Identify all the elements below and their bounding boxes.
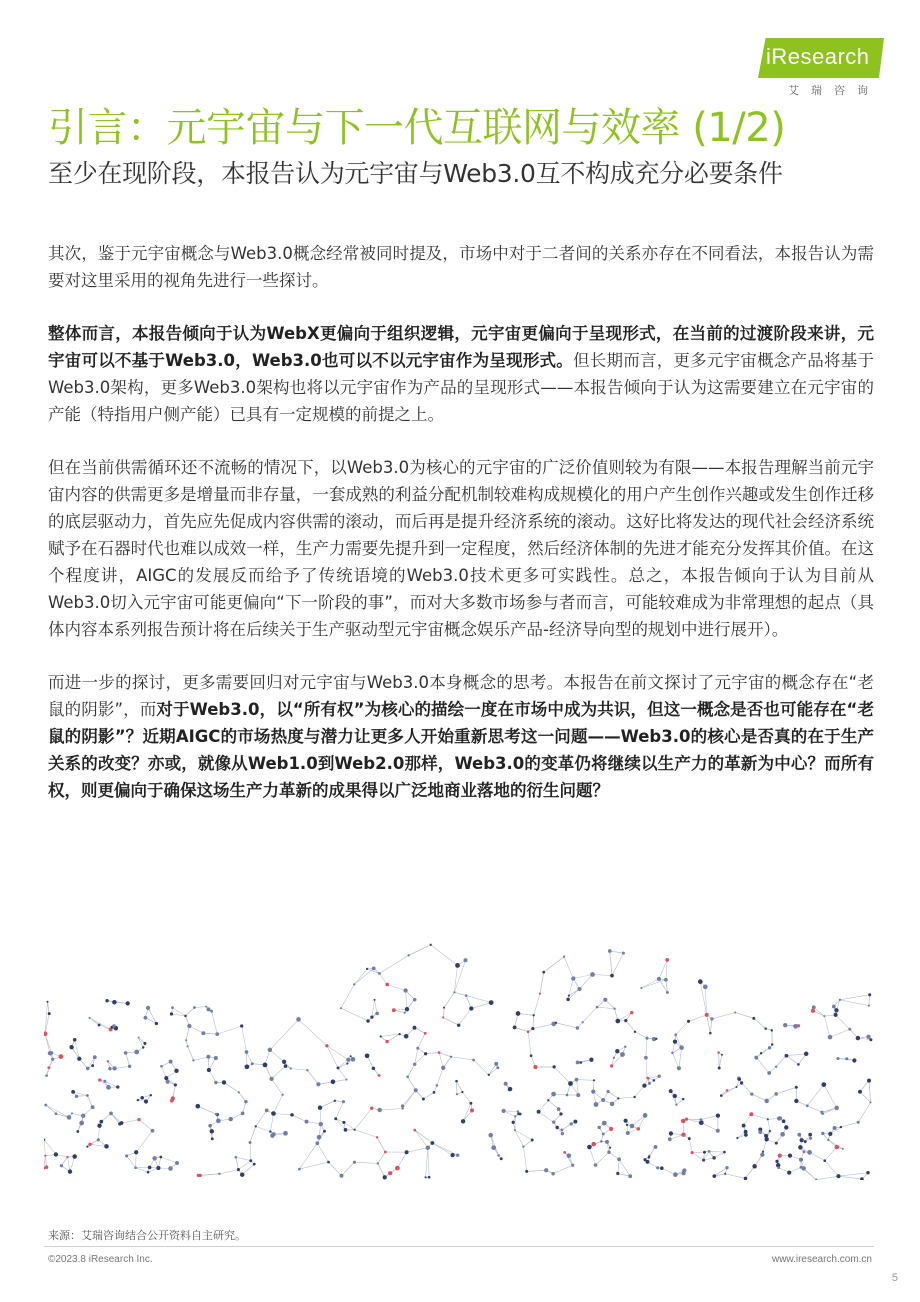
page-number: 5	[891, 1272, 898, 1284]
paragraph-4-bold: 对于Web3.0，以“所有权”为核心的描绘一度在市场中成为共识，但这一概念是否也可能存在“老鼠的阴影”？近期AIGC的市场热度与潜力让更多人开始重新思考这一问题——Web3.0的核心是否真的在于生产关系的改变？亦或，就像从Web1.0到Web2.0那样，Web3.0的变革仍将继续以生产力的革新为中心？而所有权，则更偏向于确保这场生产力革新的成果得以广泛地商业落地的衍生问题？	[48, 700, 874, 800]
logo-text: iResearch	[766, 44, 870, 69]
report-body	[48, 240, 874, 830]
paragraph-1: 其次，鉴于元宇宙概念与Web3.0概念经常被同时提及，市场中对于二者间的关系亦存在不同看法，本报告认为需要对这里采用的视角先进行一些探讨。	[48, 244, 874, 290]
footer-divider	[44, 1246, 874, 1247]
paragraph-4	[48, 669, 874, 804]
paragraph-3: 但在当前供需循环还不流畅的情况下，以Web3.0为核心的元宇宙的广泛价值则较为有限——本报告理解当前元宇宙内容的供需更多是增量而非存量，一套成熟的利益分配机制较难构成规模化的用户产生创作兴趣或发生创作迁移的底层驱动力，首先应先促成内容供需的滚动，而后再是提升经济系统的滚动。这好比将发达的现代社会经济系统赋予在石器时代也难以成效一样，生产力需要先提升到一定程度，然后经济体制的先进才能充分发挥其价值。在这个程度讲，AIGC的发展反而给予了传统语境的Web3.0技术更多可实践性。总之，本报告倾向于认为目前从Web3.0切入元宇宙可能更偏向“下一阶段的事”，而对大多数市场参与者而言，可能较难成为非常理想的起点（具体内容本系列报告预计将在后续关于生产驱动型元宇宙概念娱乐产品-经济导向型的规划中进行展开）。	[48, 458, 874, 639]
iresearch-logo	[758, 38, 888, 100]
website-url: www.iresearch.com.cn	[771, 1254, 872, 1265]
page-title: 引言：元宇宙与下一代互联网与效率 (1/2)	[48, 105, 786, 151]
copyright: ©2023.8 iResearch Inc.	[48, 1254, 153, 1265]
network-dots	[44, 944, 872, 1180]
paragraph-2	[48, 320, 874, 428]
logo-subtitle: 艾瑞咨询	[788, 84, 880, 97]
page-subtitle: 至少在现阶段，本报告认为元宇宙与Web3.0互不构成充分必要条件	[48, 159, 783, 188]
paragraph-2-bold: 整体而言，本报告倾向于认为WebX更偏向于组织逻辑，元宇宙更偏向于呈现形式，在当前的过渡阶段来讲，元宇宙可以不基于Web3.0，Web3.0也可以不以元宇宙作为呈现形式。	[48, 324, 874, 370]
source-note: 来源：艾瑞咨询结合公开资料自主研究。	[48, 1229, 246, 1242]
network-lines	[44, 945, 871, 1180]
network-wave-image	[44, 910, 874, 1180]
paragraph-2-rest: 但长期而言，更多元宇宙概念产品将基于Web3.0架构，更多Web3.0架构也将以元宇宙作为产品的呈现形式——本报告倾向于认为这需要建立在元宇宙的产能（特指用户侧产能）已具有一定规模的前提之上。	[48, 351, 875, 424]
paragraph-4-start: 而进一步的探讨，更多需要回归对元宇宙与Web3.0本身概念的思考。本报告在前文探讨了元宇宙的概念存在“老鼠的阴影”，而	[48, 673, 874, 719]
